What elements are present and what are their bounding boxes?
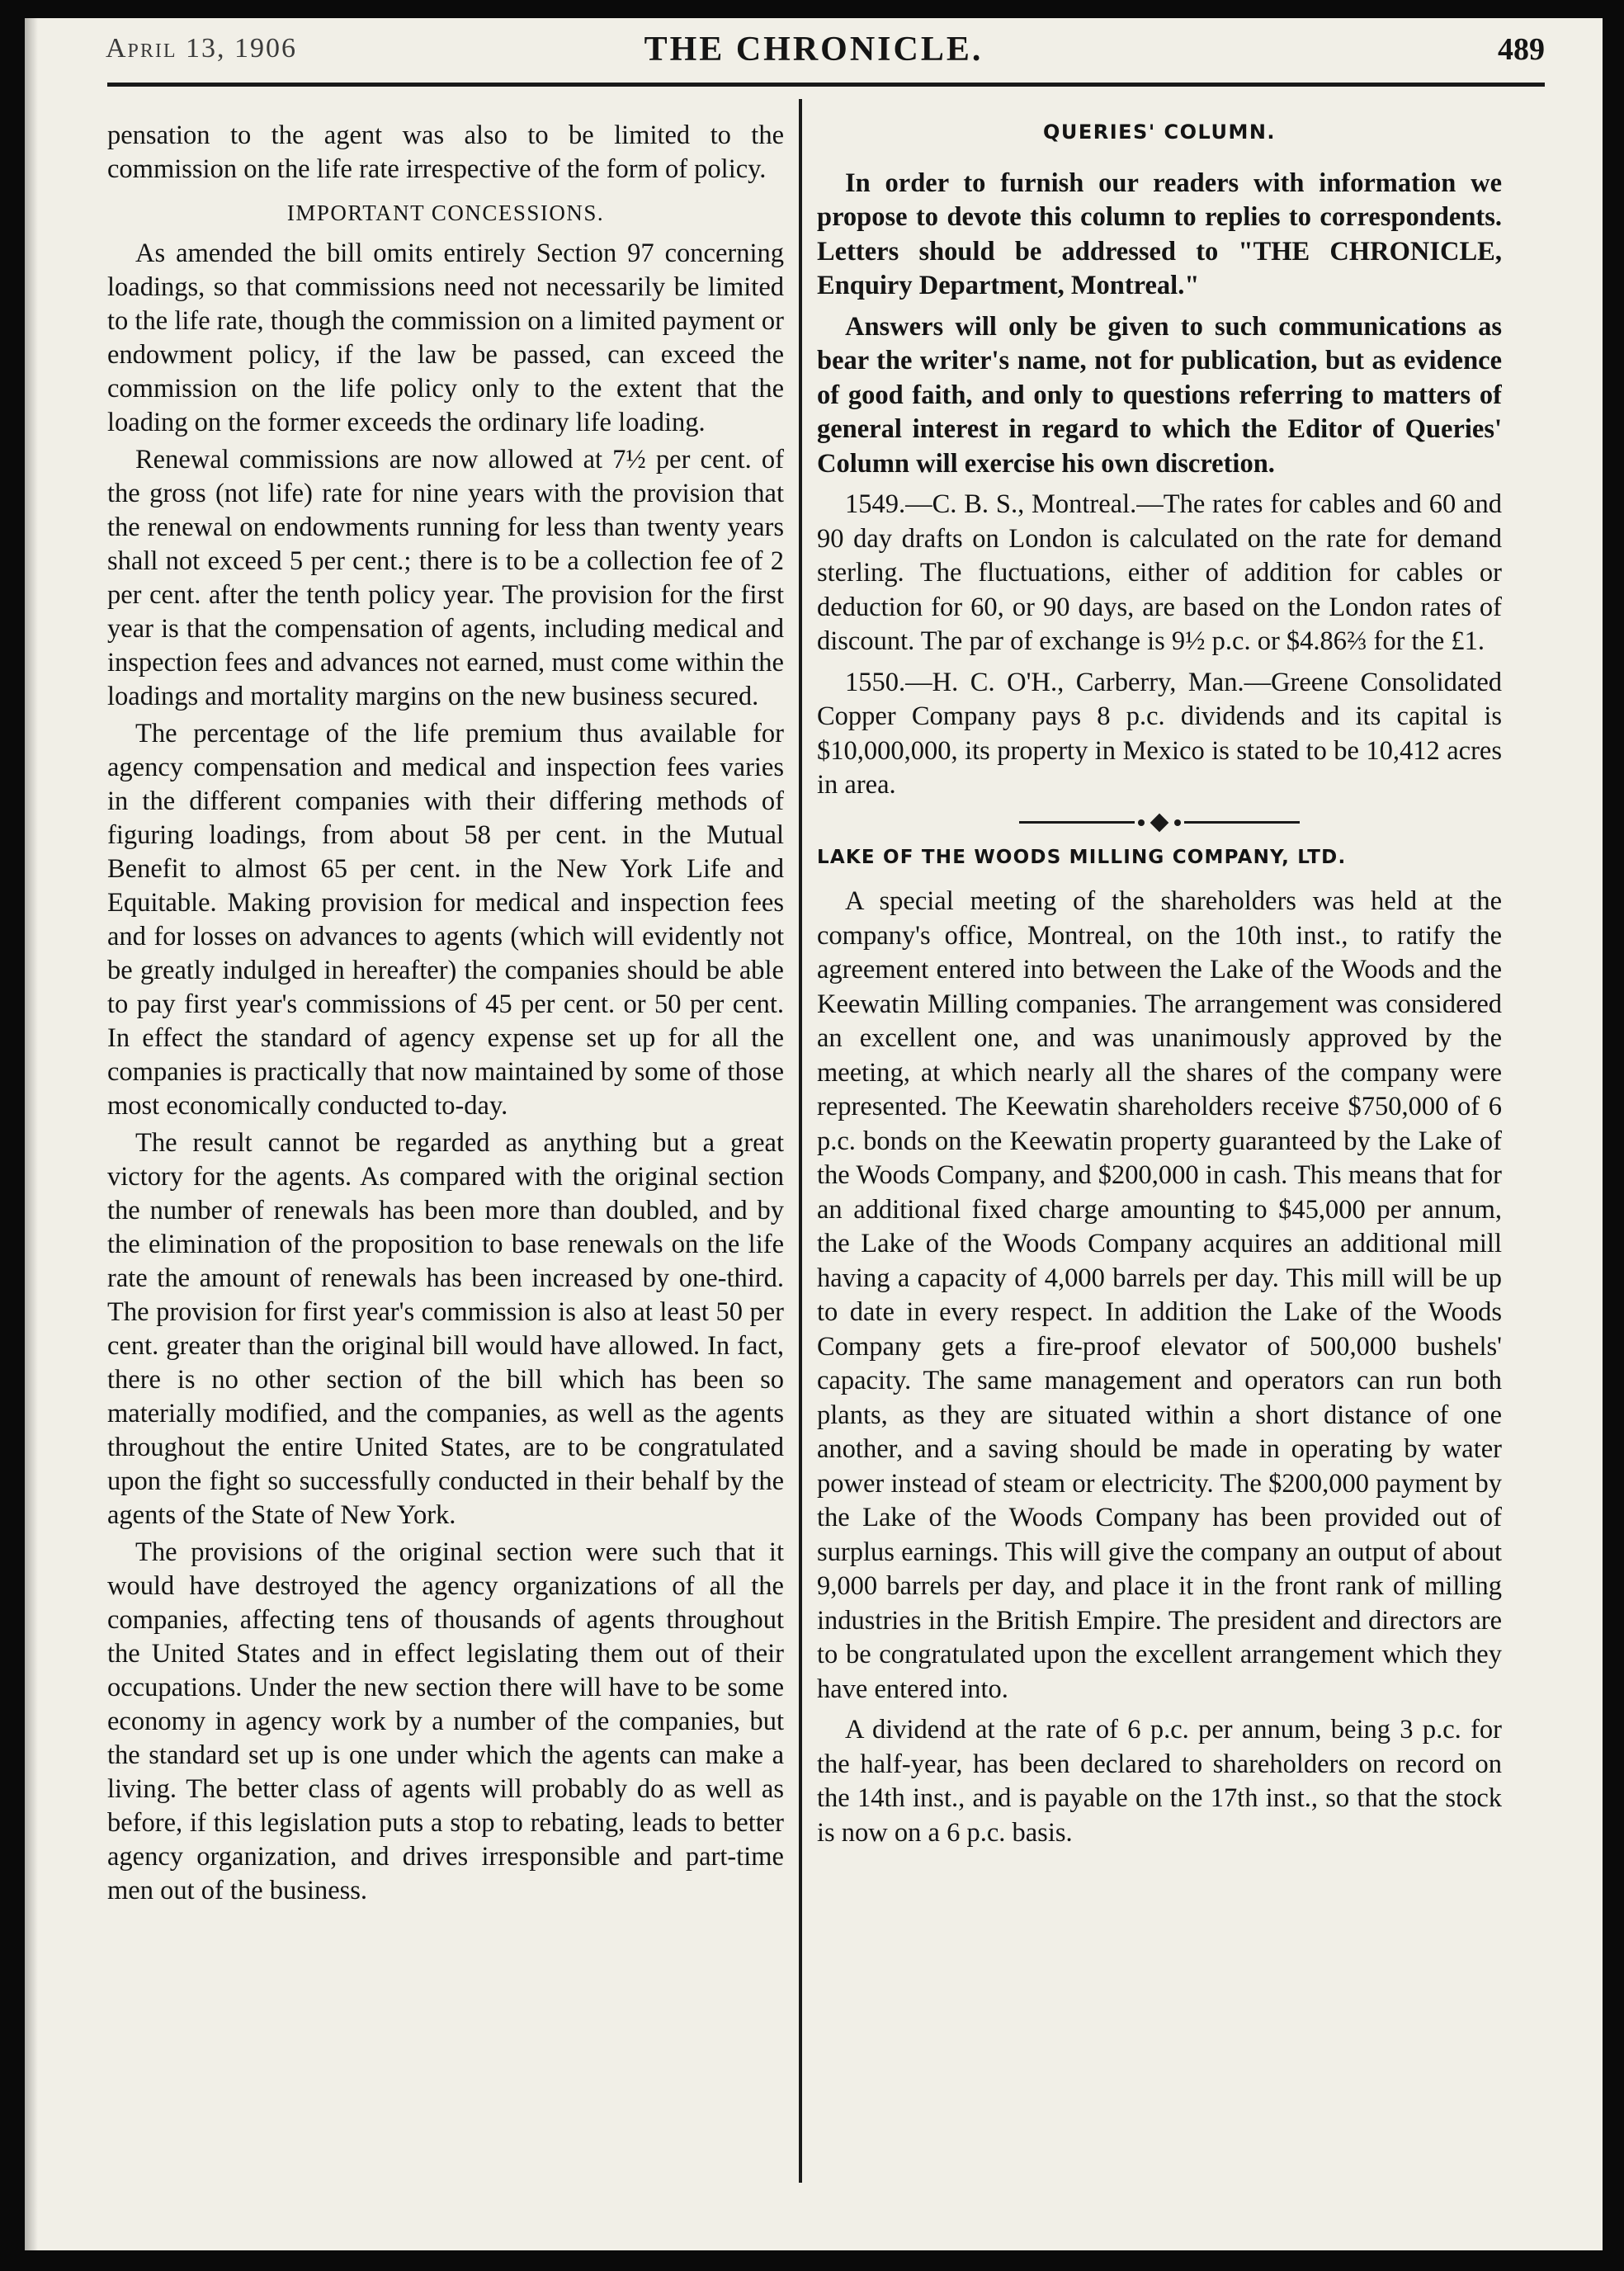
newspaper-page [25, 18, 1603, 2250]
article-paragraph: A special meeting of the shareholders was held at the company's office, Montreal, on the 10th inst., to ratify the agreement entered into between the Lake of the Woods and the Keewatin Milling companies. The arrangement was considered an excellent one, and was unanimously approved by the meeting, at which nearly all the shares of the company were represented. The Keewatin shareholders receive $750,000 of 6 p.c. bonds on the Keewatin property guaranteed by the Lake of the Woods Company, and $200,000 in cash. This means that for an additional fixed charge amounting to $45,000 per annum, the Lake of the Woods Company acquires an additional mill having a capacity of 4,000 barrels per day. This mill will be up to date in every respect. In addition the Lake of the Woods Company gets a fire-proof elevator of 500,000 bushels' capacity. The same management and operators can run both plants, as they are situated within a short distance of one another, and a saving should be made in operating by water power instead of steam or electricity. The $200,000 payment by the Lake of the Woods Company has been provided out of surplus earnings. This will give the company an output of about 9,000 barrels per day, and place it in the front rank of milling industries in the British Empire. The president and directors are to be congratulated upon the excellent arrangement which they have entered into. [817, 886, 1502, 1704]
query-answer: 1549.—C. B. S., Montreal.—The rates for cables and 60 and 90 day drafts on London is calculated on the rate for demand sterling. The fluctuations, either of addition for cables or deduction for 60, or 90 days, are based on the London rates of discount. The par of exchange is 9½ p.c. or $4.86⅔ for the £1. [817, 489, 1502, 656]
ornament-rule [1184, 821, 1300, 824]
article-paragraph: A dividend at the rate of 6 p.c. per annum, being 3 p.c. for the half-year, has been declared to shareholders on record on the 14th inst., and is payable on the 17th inst., so that the stock is now on a 6 p.c. basis. [817, 1715, 1502, 1848]
section-ornament [817, 816, 1502, 829]
queries-intro-paragraph: In order to furnish our readers with information we propose to devote this column to replies to correspondents. Letters should be addressed to "THE CHRONICLE, Enquiry Department, Montreal." [817, 168, 1502, 300]
queries-intro-paragraph: Answers will only be given to such communications as bear the writer's name, not for publication, but as evidence of good faith, and only to questions referring to matters of general interest in regard to which the Editor of Queries' Column will exercise his own discretion. [817, 311, 1502, 479]
ornament-rule [1019, 821, 1135, 824]
column-divider [799, 99, 802, 2183]
body-paragraph: As amended the bill omits entirely Section 97 concerning loadings, so that commissions need not necessarily be limited to the life rate, though the commission on a limited payment or endowment policy, if the law be passed, can exceed the commission on the life policy only to the extent that the loading on the former exceeds the ordinary life loading. [107, 238, 784, 437]
query-answer: 1550.—H. C. O'H., Carberry, Man.—Greene Consolidated Copper Company pays 8 p.c. dividends and its capital is $10,000,000, its property in Mexico is stated to be 10,412 acres in area. [817, 667, 1502, 800]
body-paragraph: The percentage of the life premium thus available for agency compensation and medical and inspection fees varies in the different companies with their differing methods of figuring loadings, from about 58 per cent. in the Mutual Benefit to almost 65 per cent. in the New York Life and Equitable. Making provision for medical and inspection fees and for losses on advances to agents (which will evidently not be greatly indulged in hereafter) the companies should be able to pay first year's commissions of 45 per cent. or 50 per cent. In effect the standard of agency expense set up for all the companies is practically that now maintained by some of those most economically conducted to-day. [107, 719, 784, 1121]
publication-title: THE CHRONICLE. [644, 31, 984, 68]
article-heading: LAKE OF THE WOODS MILLING COMPANY, LTD. [817, 846, 1347, 868]
left-column [107, 119, 784, 2231]
header-rule [107, 83, 1545, 87]
right-column [817, 119, 1502, 2231]
page-edge-shadow [25, 18, 38, 2250]
ornament-dot [1138, 819, 1145, 826]
ornament-dot [1174, 819, 1181, 826]
queries-column-heading: QUERIES' COLUMN. [1042, 120, 1277, 144]
header-date: April 13, 1906 [106, 33, 298, 64]
page-number: 489 [1498, 32, 1545, 67]
continued-paragraph: pensation to the agent was also to be limited to the commission on the life rate irrespective of the form of policy. [107, 120, 784, 184]
section-subheading: IMPORTANT CONCESSIONS. [286, 201, 605, 225]
body-paragraph: The result cannot be regarded as anything but a great victory for the agents. As compared with the original section the number of renewals has been more than doubled, and by the elimination of the proposition to base renewals on the life rate the amount of renewals has been increased by one-third. The provision for first year's commission is also at least 50 per cent. greater than the original bill would have allowed. In fact, there is no other section of the bill which has been so materially modified, and the companies, as well as the agents throughout the entire United States, are to be congratulated upon the fight so successfully conducted in their behalf by the agents of the State of New York. [107, 1128, 784, 1530]
body-paragraph: Renewal commissions are now allowed at 7½ per cent. of the gross (not life) rate for nine years with the provision that the renewal on endowments running for less than twenty years shall not exceed 5 per cent.; there is to be a collection fee of 2 per cent. after the tenth policy year. The provision for the first year is that the compensation of agents, including medical and inspection fees and advances not earned, must come within the loadings and mortality margins on the new business secured. [107, 445, 784, 711]
page-header [25, 18, 1603, 84]
ornament-diamond [1150, 813, 1169, 832]
body-paragraph: The provisions of the original section were such that it would have destroyed the agency organizations of all the companies, affecting tens of thousands of agents throughout the United States and in effect legislating them out of their occupations. Under the new section there will have to be some economy in agency work by a number of the companies, but the standard set up is one under which the agents can make a living. The better class of agents will probably do as well as before, if this legislation puts a stop to rebating, leads to better agency organization, and drives irresponsible and part-time men out of the business. [107, 1537, 784, 1905]
